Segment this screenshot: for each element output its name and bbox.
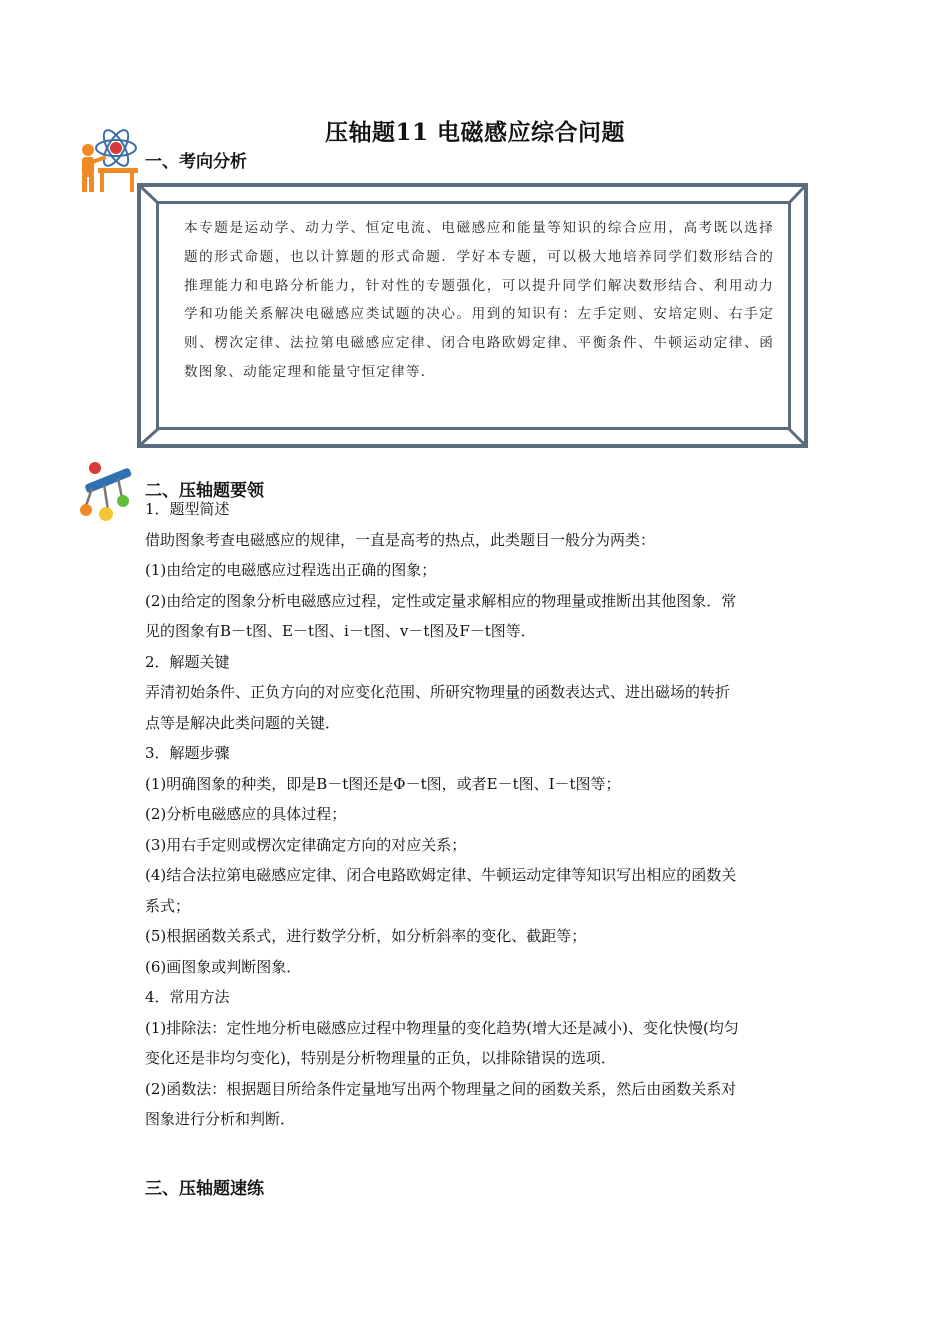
paragraph-line: 借助图象考查电磁感应的规律，一直是高考的热点，此类题目一般分为两类： bbox=[145, 530, 656, 549]
list-item: (4)结合法拉第电磁感应定律、闭合电路欧姆定律、牛顿运动定律等知识写出相应的函数关 bbox=[145, 866, 737, 884]
list-item: (2)由给定的图象分析电磁感应过程，定性或定量求解相应的物理量或推断出其他图象．常 bbox=[145, 591, 737, 610]
intro-paragraph: 本专题是运动学、动力学、恒定电流、电磁感应和能量等知识的综合应用，高考既以选择题的形式命题，也以计算题的形式命题．学好本专题，可以极大地培养同学们数形结合的推理能力和电路分析能力，针对性的专题强化，可以提升同学们解决数形结合、利用动力学和功能关系解决电磁感应类试题的决心。用到的知识有：左手定则、安培定则、右手定则、楞次定律、法拉第电磁感应定律、闭合电路欧姆定律、平衡条件、牛顿运动定律、函数图象、动能定理和能量守恒定律等． bbox=[184, 220, 774, 380]
section-heading-analysis: 一、考向分析 bbox=[145, 152, 247, 172]
list-item: (2)分析电磁感应的具体过程； bbox=[145, 805, 347, 823]
list-item-continuation: 图象进行分析和判断． bbox=[145, 1110, 296, 1128]
list-item: (1)明确图象的种类，即是B－t图还是Φ－t图，或者E－t图、I－t图等； bbox=[145, 774, 621, 793]
list-item: (5)根据函数关系式，进行数学分析，如分析斜率的变化、截距等； bbox=[145, 927, 587, 945]
section-heading-practice: 三、压轴题速练 bbox=[145, 1179, 264, 1199]
list-item: (1)由给定的电磁感应过程选出正确的图象； bbox=[145, 561, 437, 579]
list-item-continuation: 系式； bbox=[145, 896, 191, 915]
subheading-steps: 3．解题步骤 bbox=[145, 744, 230, 762]
teacher-atom-icon bbox=[76, 126, 142, 196]
list-item: (6)画图象或判断图象． bbox=[145, 957, 302, 976]
subheading-type-overview: 1．题型简述 bbox=[145, 500, 230, 518]
list-item-continuation: 见的图象有B－t图、E－t图、i－t图、v－t图及F－t图等． bbox=[145, 622, 536, 640]
subheading-common-methods: 4．常用方法 bbox=[145, 988, 230, 1006]
page-title: 压轴题11 电磁感应综合问题 bbox=[324, 119, 625, 146]
essentials-body bbox=[145, 494, 805, 1135]
section-heading-essentials: 二、压轴题要领 bbox=[145, 481, 264, 501]
list-item: (1)排除法：定性地分析电磁感应过程中物理量的变化趋势(增大还是减小)、变化快慢(均匀 bbox=[145, 1018, 739, 1037]
subheading-key-points: 2．解题关键 bbox=[145, 652, 230, 671]
paragraph-line: 弄清初始条件、正负方向的对应变化范围、所研究物理量的函数表达式、进出磁场的转折 bbox=[145, 683, 731, 701]
list-item-continuation: 变化还是非均匀变化)，特别是分析物理量的正负，以排除错误的选项． bbox=[145, 1049, 616, 1067]
paragraph-line: 点等是解决此类问题的关键． bbox=[145, 713, 341, 732]
list-item: (2)函数法：根据题目所给条件定量地写出两个物理量之间的函数关系，然后由函数关系对 bbox=[145, 1079, 737, 1098]
list-item: (3)用右手定则或楞次定律确定方向的对应关系； bbox=[145, 835, 467, 854]
molecule-model-icon bbox=[78, 460, 136, 524]
